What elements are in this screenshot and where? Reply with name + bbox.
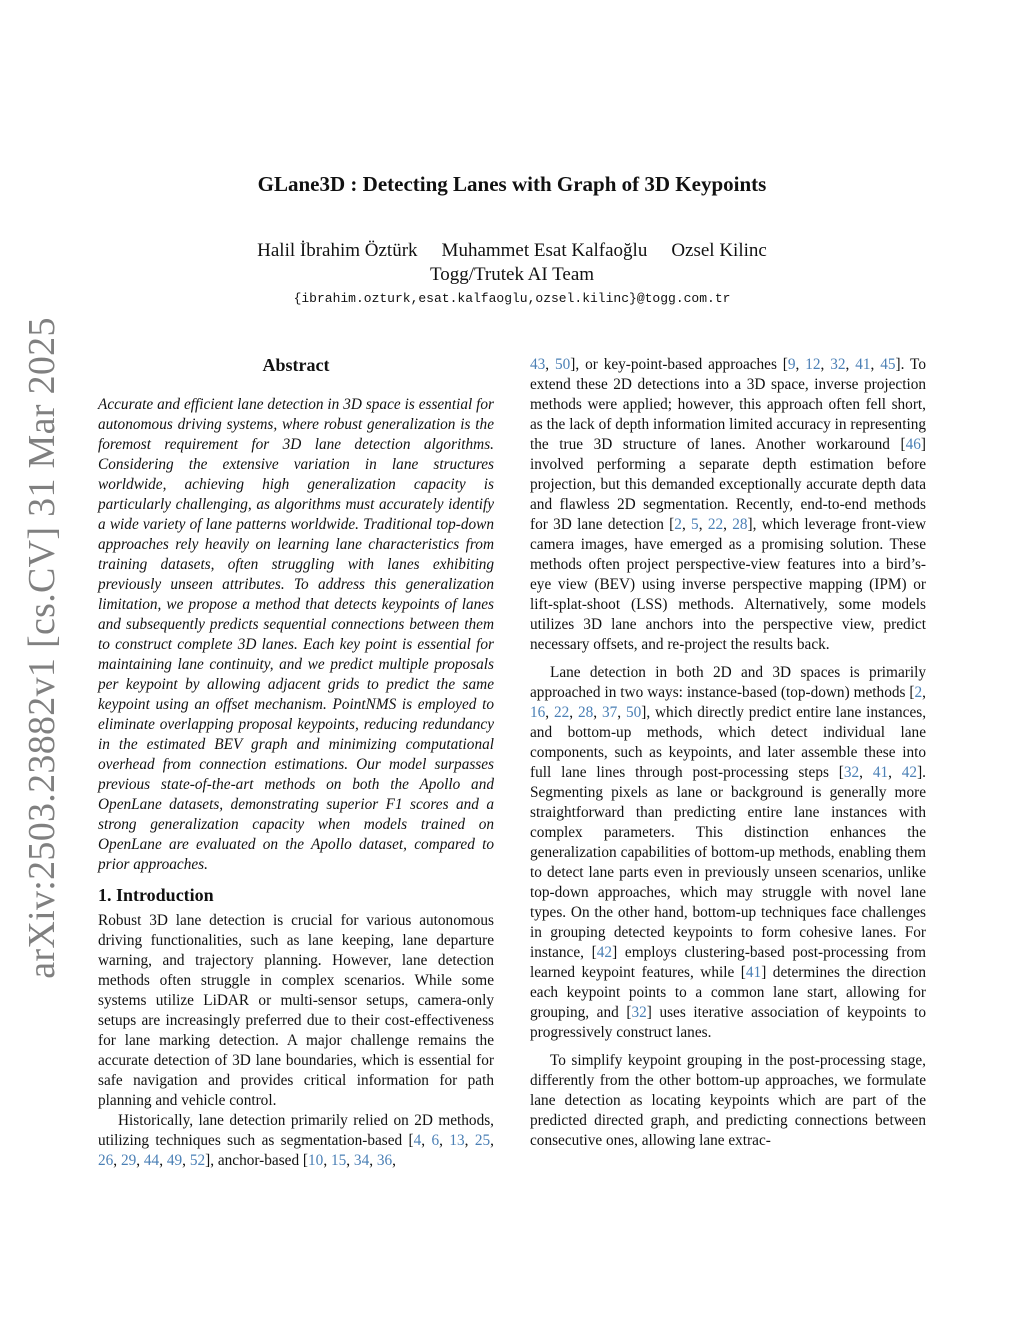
citation-link[interactable]: 15	[330, 1152, 347, 1169]
citation-list: 9, 12, 32, 41, 45	[787, 356, 896, 373]
paragraph-text: ], anchor-based [	[205, 1152, 309, 1169]
citation-link[interactable]: 50	[625, 704, 642, 721]
paragraph-text: ] employs clustering-based post-processing from learned keypoint features, while [	[530, 944, 926, 981]
citation-link[interactable]: 32	[843, 764, 860, 781]
citation-list: 43, 50	[530, 356, 571, 373]
author-emails: {ibrahim.ozturk,esat.kalfaoglu,ozsel.kilinc}@togg.com.tr	[293, 291, 731, 306]
citation-link[interactable]: 12	[805, 356, 821, 373]
citation-link[interactable]: 32	[830, 356, 846, 373]
citation-list: 10, 15, 34, 36,	[308, 1152, 396, 1169]
citation-link[interactable]: 22	[553, 704, 570, 721]
citation-link[interactable]: 46	[905, 436, 921, 453]
abstract-heading: Abstract	[262, 355, 330, 375]
citation-link[interactable]: 26	[98, 1152, 114, 1169]
citation-link[interactable]: 13	[449, 1132, 465, 1149]
citation-link[interactable]: 52	[189, 1152, 206, 1169]
citation-link[interactable]: 4	[413, 1132, 422, 1149]
citation-link[interactable]: 16	[530, 704, 546, 721]
paragraph-text: ] determines the direction each keypoint points to a common lane start, allowing for grouping, and [	[530, 964, 926, 1021]
citation-list: 2, 16, 22, 28, 37, 50	[530, 684, 926, 721]
citation-link[interactable]: 6	[431, 1132, 440, 1149]
citation-link[interactable]: 42	[901, 764, 918, 781]
citation-link[interactable]: 29	[120, 1152, 137, 1169]
citation-link[interactable]: 28	[577, 704, 594, 721]
paragraph-text: ], which directly predict entire lane instances, and bottom-up methods, which detect individual lane components, such as keypoints, and later assemble these into full lane lines through post-processing steps [	[530, 704, 927, 781]
paragraph-text: ] uses iterative association of keypoints to progressively construct lanes.	[530, 1004, 927, 1041]
intro-paragraph-4: To simplify keypoint grouping in the post-processing stage, differently from the other bottom-up approaches, we formulate lane detection as locating keypoints which are part of the predicted directed graph, and predicting connections between consecutive ones, allowing lane extrac-	[530, 1052, 926, 1149]
intro-paragraph-2-continued	[530, 355, 926, 655]
citation-link[interactable]: 34	[353, 1152, 370, 1169]
intro-paragraph-1: Robust 3D lane detection is crucial for various autonomous driving functionalities, such as lane keeping, lane departure warning, and trajectory planning. However, lane detection methods often struggle in complex scenarios. While some systems utilize LiDAR or multi-sensor setups, camera-only setups are increasingly preferred due to their cost-effectiveness for lane marking detection. A major challenge remains the accurate detection of 3D lane boundaries, which is essential for safe navigation and provides critical information for path planning and vehicle control.	[98, 912, 494, 1109]
author-name: Muhammet Esat Kalfaoğlu	[441, 240, 648, 261]
paragraph-text: Lane detection in both 2D and 3D spaces is primarily approached in two ways: instance-based (top-down) methods [	[530, 664, 926, 701]
citation-list: 4, 6, 13, 25, 26, 29, 44, 49, 52	[98, 1132, 494, 1169]
citation-link[interactable]: 22	[707, 516, 724, 533]
left-column	[98, 355, 494, 1171]
intro-paragraph-2	[98, 1111, 494, 1171]
citation-link[interactable]: 36	[376, 1152, 393, 1169]
citation-link[interactable]: 44	[143, 1152, 160, 1169]
citation-link[interactable]: 9	[787, 356, 796, 373]
arxiv-identifier-stamp	[8, 316, 76, 979]
citation-link[interactable]: 41	[872, 764, 889, 781]
citation-list: 32, 41, 42	[843, 764, 918, 781]
citation-link[interactable]: 10	[308, 1152, 324, 1169]
arxiv-identifier: arXiv:2503.23882v1 [cs.CV] 31 Mar 2025	[21, 316, 64, 979]
affiliation: Togg/Trutek AI Team	[429, 264, 595, 285]
right-column	[530, 355, 926, 1151]
author-list	[0, 240, 1024, 262]
author-name: Halil İbrahim Öztürk	[257, 240, 418, 261]
citation-link[interactable]: 2	[914, 684, 923, 701]
citation-link[interactable]: 25	[474, 1132, 491, 1149]
paragraph-text: ], or key-point-based approaches [	[570, 356, 788, 373]
paragraph-text: ]. To extend these 2D detections into a 3D space, inverse projection methods were applied; however, this approach often fell short, as the lack of depth information limited accuracy in representing the true 3D structure of lanes. Another workaround [	[530, 356, 926, 453]
author-name: Ozsel Kilinc	[671, 240, 767, 261]
paragraph-text: Historically, lane detection primarily relied on 2D methods, utilizing techniques such as segmentation-based [	[98, 1112, 494, 1149]
citation-link[interactable]: 50	[555, 356, 571, 373]
citation-link[interactable]: 42	[596, 944, 613, 961]
paragraph-text: ] involved performing a separate depth estimation before projection, but this demanded exceptionally accurate depth data and flawless 2D segmentation. Recently, end-to-end methods for 3D lane detection [	[530, 436, 926, 533]
intro-paragraph-3	[530, 663, 926, 1043]
citation-link[interactable]: 2	[674, 516, 682, 533]
citation-link[interactable]: 41	[745, 964, 762, 981]
citation-link[interactable]: 5	[691, 516, 699, 533]
citation-link[interactable]: 43	[530, 356, 546, 373]
citation-link[interactable]: 49	[166, 1152, 183, 1169]
introduction-heading: 1. Introduction	[98, 885, 214, 905]
citation-link[interactable]: 37	[601, 704, 618, 721]
paragraph-text: ]. Segmenting pixels as lane or background is generally more straightforward than predicting entire lane instances with complex parameters. This distinction enhances the generalization capabilities of bottom-up methods, enabling them to detect lane parts even in previously unseen scenarios, unlike top-down approaches, which may struggle with novel lane types. On the other hand, bottom-up techniques face challenges in grouping detected keypoints to form cohesive lanes. For instance, [	[530, 764, 926, 961]
paragraph-text: ], which leverage front-view camera images, have emerged as a promising solution. These methods often project perspective-view features into a bird’s-eye view (BEV) using inverse perspective mapping (IPM) or lift-splat-shoot (LSS) methods. Alternatively, some models utilizes 3D lane anchors into the perspective view, predict necessary offsets, and re-project the results back.	[530, 516, 927, 653]
citation-link[interactable]: 41	[855, 356, 871, 373]
citation-list: 2, 5, 22, 28	[674, 516, 748, 533]
paper-title: GLane3D : Detecting Lanes with Graph of 3D Keypoints	[257, 172, 767, 196]
abstract-text: Accurate and efficient lane detection in 3D space is essential for autonomous driving systems, where robust generalization is the foremost requirement for 3D lane detection algorithms. Considering the extensive variation in lane structures worldwide, achieving high generalization capacity is particularly challenging, as algorithms must accurately identify a wide variety of lane patterns worldwide. Traditional top-down approaches rely heavily on learning lane characteristics from training datasets, often struggling with lanes exhibiting previously unseen attributes. To address this generalization limitation, we propose a method that detects keypoints of lanes and subsequently predicts sequential connections between them to construct complete 3D lanes. Each key point is essential for maintaining lane continuity, and we predict multiple proposals per keypoint by allowing adjacent grids to predict the same keypoint using an offset mechanism. PointNMS is employed to eliminate overlapping proposal keypoints, reducing redundancy in the estimated BEV graph and minimizing computational overhead from connection estimations. Our model surpasses previous state-of-the-art methods on both the Apollo and OpenLane datasets, demonstrating superior F1 scores and a strong generalization capacity when models trained on OpenLane are evaluated on the Apollo dataset, compared to prior approaches.	[98, 396, 494, 873]
citation-link[interactable]: 45	[880, 356, 896, 373]
citation-link[interactable]: 28	[732, 516, 748, 533]
citation-link[interactable]: 32	[631, 1004, 647, 1021]
